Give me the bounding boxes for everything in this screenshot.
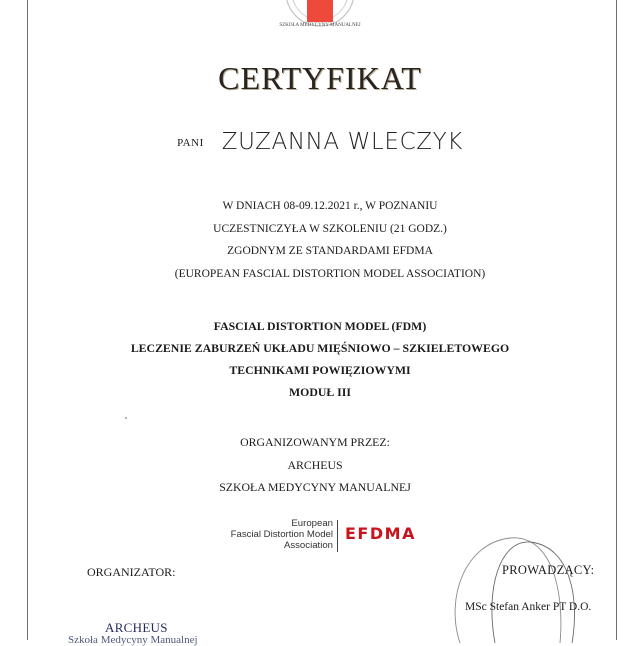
organized-line: ARCHEUS: [287, 457, 343, 472]
recipient-line: [0, 129, 640, 155]
efdma-brand: EFDMA: [345, 524, 416, 543]
organized-line: ORGANIZOWANYM PRZEZ:: [240, 435, 390, 449]
certificate-title: CERTYFIKAT: [218, 60, 422, 96]
info-line: W DNIACH 08-09.12.2021 r., W POZNANIU: [222, 200, 438, 212]
organizer-name: ARCHEUS: [105, 620, 168, 635]
organizer-subtitle: Szkoła Medycyny Manualnej: [68, 634, 198, 646]
efdma-line: Fascial Distortion Model: [230, 529, 333, 540]
course-line: FASCIAL DISTORTION MODEL (FDM): [213, 319, 427, 333]
speck: [125, 417, 127, 419]
red-cross-logo-icon: [262, 0, 378, 28]
efdma-divider: [337, 520, 338, 552]
course-line: TECHNIKAMI POWIĘZIOWYMI: [229, 363, 411, 377]
organized-by: [0, 431, 635, 499]
info-line: ZGODNYM ZE STANDARDAMI EFDMA: [227, 245, 433, 257]
course-line: MODUŁ III: [289, 385, 351, 399]
efdma-line: Association: [283, 540, 333, 551]
logo-text: SZKOŁA MEDYCYNY MANUALNEJ: [279, 23, 361, 28]
info-line: UCZESTNICZYŁA W SZKOLENIU (21 GODZ.): [213, 222, 447, 235]
organizer-label: ORGANIZATOR:: [87, 565, 176, 579]
instructor-label: PROWADZĄCY:: [502, 563, 595, 577]
efdma-logo: [205, 518, 445, 554]
handwritten-signature-icon: [440, 528, 600, 643]
efdma-line: European: [291, 518, 333, 529]
organized-line: SZKOŁA MEDYCYNY MANUALNEJ: [219, 480, 411, 494]
recipient-prefix: PANI: [177, 137, 204, 149]
instructor-name: MSc Stefan Anker PT D.O.: [465, 601, 592, 613]
recipient-name: ZUZANNA WLECZYK: [221, 129, 463, 155]
efdma-logo-text: [231, 518, 333, 551]
info-line: (EUROPEAN FASCIAL DISTORTION MODEL ASSOCIATION): [174, 267, 486, 280]
course-line: LECZENIE ZABURZEŃ UKŁADU MIĘŚNIOWO – SZKIELETOWEGO: [130, 341, 510, 355]
course-title: [0, 315, 640, 403]
training-info: [10, 195, 640, 285]
